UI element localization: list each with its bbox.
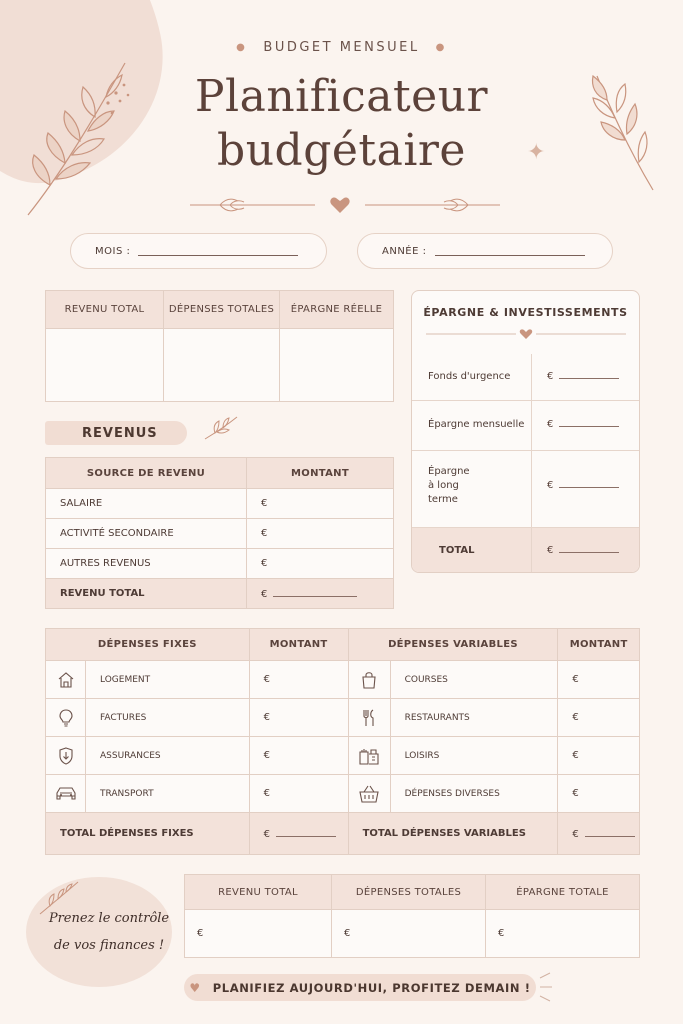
small-leaf-icon [203,415,239,441]
savings-row [412,450,640,528]
input-line[interactable] [559,370,619,379]
motivation-line-1: Prenez le contrôle [48,911,170,926]
summary-header: REVENU TOTAL [46,291,164,329]
revenus-total-amount[interactable] [247,579,394,609]
heart-icon [330,198,349,213]
revenus-section-title [45,421,187,445]
input-line[interactable] [276,828,336,837]
fixed-expense-amount[interactable] [249,737,348,775]
expense-row [46,661,640,699]
variable-expenses-header: DÉPENSES VARIABLES [348,629,558,661]
year-input-line[interactable] [435,247,585,256]
fixed-expense-amount[interactable] [249,699,348,737]
fixed-expense-label: TRANSPORT [86,775,250,813]
currency-symbol: € [263,674,270,685]
title-line-1: Planificateur [194,71,489,122]
house-icon [46,661,86,699]
savings-row-label [428,465,470,507]
fixed-expense-label: FACTURES [86,699,250,737]
currency-symbol: € [572,788,579,799]
savings-total-value[interactable] [547,544,619,556]
revenus-row [46,549,394,579]
fixed-total-amount[interactable] [249,813,348,855]
bottom-expenses-cell[interactable] [332,910,486,958]
bottom-summary-header: REVENU TOTAL [185,875,332,910]
footer-slogan [184,974,536,1001]
currency-symbol: € [197,928,204,939]
sparkle-lines-icon [538,972,556,1002]
currency-symbol: € [263,828,270,840]
revenus-row-label: ACTIVITÉ SECONDAIRE [46,519,247,549]
fixed-expense-label: LOGEMENT [86,661,250,699]
variable-expense-label: RESTAURANTS [390,699,558,737]
summary-header: ÉPARGNE RÉELLE [280,291,394,329]
bottom-revenue-cell[interactable] [185,910,332,958]
revenus-total-row [46,579,394,609]
sparkle-icon: ✦ [527,140,546,165]
currency-symbol: € [547,419,554,430]
currency-symbol: € [263,788,270,799]
input-line[interactable] [559,479,619,488]
savings-row-label: Épargne mensuelle [428,419,525,430]
revenus-row [46,519,394,549]
revenus-row-label: SALAIRE [46,489,247,519]
currency-symbol: € [498,928,505,939]
savings-total-label: TOTAL [439,545,475,556]
revenus-header-source: SOURCE DE REVENU [46,458,247,489]
expense-row [46,699,640,737]
expense-row [46,737,640,775]
fixed-expenses-header: DÉPENSES FIXES [46,629,250,661]
bottom-summary-header: ÉPARGNE TOTALE [486,875,640,910]
heart-divider [190,192,500,218]
currency-symbol: € [263,712,270,723]
expenses-table [45,628,640,855]
bottom-summary-header: DÉPENSES TOTALES [332,875,486,910]
heart-icon: ♥ [189,980,201,995]
year-field[interactable] [357,233,613,269]
car-icon [46,775,86,813]
summary-cell-revenue[interactable] [46,329,164,402]
ticket-popcorn-icon [348,737,390,775]
summary-cell-expenses[interactable] [164,329,280,402]
summary-table [45,290,394,402]
revenus-row-label: AUTRES REVENUS [46,549,247,579]
currency-symbol: € [344,928,351,939]
input-line[interactable] [585,828,635,837]
savings-row [412,400,640,451]
motivation-line-2: de vos finances ! [53,938,165,953]
currency-symbol: € [547,545,554,556]
variable-expense-label: DÉPENSES DIVERSES [390,775,558,813]
lightbulb-icon [46,699,86,737]
variable-expense-label: LOISIRS [390,737,558,775]
expenses-total-row [46,813,640,855]
savings-row-value[interactable] [547,370,619,382]
heart-divider-small [426,327,626,341]
fixed-total-label: TOTAL DÉPENSES FIXES [46,813,250,855]
title-line-2: budgétaire [217,125,466,176]
amount-header: MONTANT [558,629,640,661]
savings-title: ÉPARGNE & INVESTISSEMENTS [423,306,628,319]
page-title [0,70,683,178]
summary-cell-savings[interactable] [280,329,394,402]
dot-icon: ● [236,42,248,53]
variable-expense-amount[interactable] [558,661,640,699]
revenus-row-amount[interactable] [247,519,394,549]
label-line: terme [428,494,458,505]
input-line[interactable] [273,588,357,597]
motivation-text [44,905,174,959]
revenus-title-text: REVENUS [82,425,158,441]
bottom-savings-cell[interactable] [486,910,640,958]
input-line[interactable] [559,544,619,553]
currency-symbol: € [572,828,579,840]
basket-icon [348,775,390,813]
variable-expense-label: COURSES [390,661,558,699]
bottom-summary-table [184,874,640,958]
savings-total-row [412,527,640,573]
month-field[interactable] [70,233,327,269]
currency-symbol: € [572,674,579,685]
utensils-icon [348,699,390,737]
heart-icon [520,329,532,339]
overline-text: BUDGET MENSUEL [263,40,420,55]
savings-row-value[interactable] [547,418,619,430]
currency-symbol: € [261,558,268,569]
revenus-row-amount[interactable] [247,489,394,519]
revenus-table [45,457,394,609]
currency-symbol: € [261,588,268,600]
fixed-expense-amount[interactable] [249,661,348,699]
currency-symbol: € [261,528,268,539]
summary-header: DÉPENSES TOTALES [164,291,280,329]
revenus-header-amount: MONTANT [247,458,394,489]
savings-card [411,290,640,573]
month-label: MOIS : [95,245,131,257]
savings-row-value[interactable] [547,479,619,491]
variable-expense-amount[interactable] [558,737,640,775]
fixed-expense-label: ASSURANCES [86,737,250,775]
currency-symbol: € [572,712,579,723]
savings-row [412,354,640,400]
shield-icon [46,737,86,775]
shopping-bag-icon [348,661,390,699]
year-label: ANNÉE : [382,245,427,257]
variable-total-label: TOTAL DÉPENSES VARIABLES [348,813,558,855]
revenus-row [46,489,394,519]
savings-row-label: Fonds d'urgence [428,371,511,382]
dot-icon: ● [435,42,447,53]
label-line: à long [428,480,459,491]
currency-symbol: € [547,371,554,382]
revenus-row-amount[interactable] [247,549,394,579]
variable-expense-amount[interactable] [558,775,640,813]
currency-symbol: € [547,480,554,491]
currency-symbol: € [572,750,579,761]
expense-row [46,775,640,813]
label-line: Épargne [428,466,470,477]
variable-total-amount[interactable] [558,813,640,855]
currency-symbol: € [261,498,268,509]
variable-expense-amount[interactable] [558,699,640,737]
amount-header: MONTANT [249,629,348,661]
footer-slogan-text: PLANIFIEZ AUJOURD'HUI, PROFITEZ DEMAIN ! [212,980,531,995]
currency-symbol: € [263,750,270,761]
revenus-total-label: REVENU TOTAL [46,579,247,609]
overline [0,40,683,55]
fixed-expense-amount[interactable] [249,775,348,813]
month-input-line[interactable] [138,247,298,256]
input-line[interactable] [559,418,619,427]
